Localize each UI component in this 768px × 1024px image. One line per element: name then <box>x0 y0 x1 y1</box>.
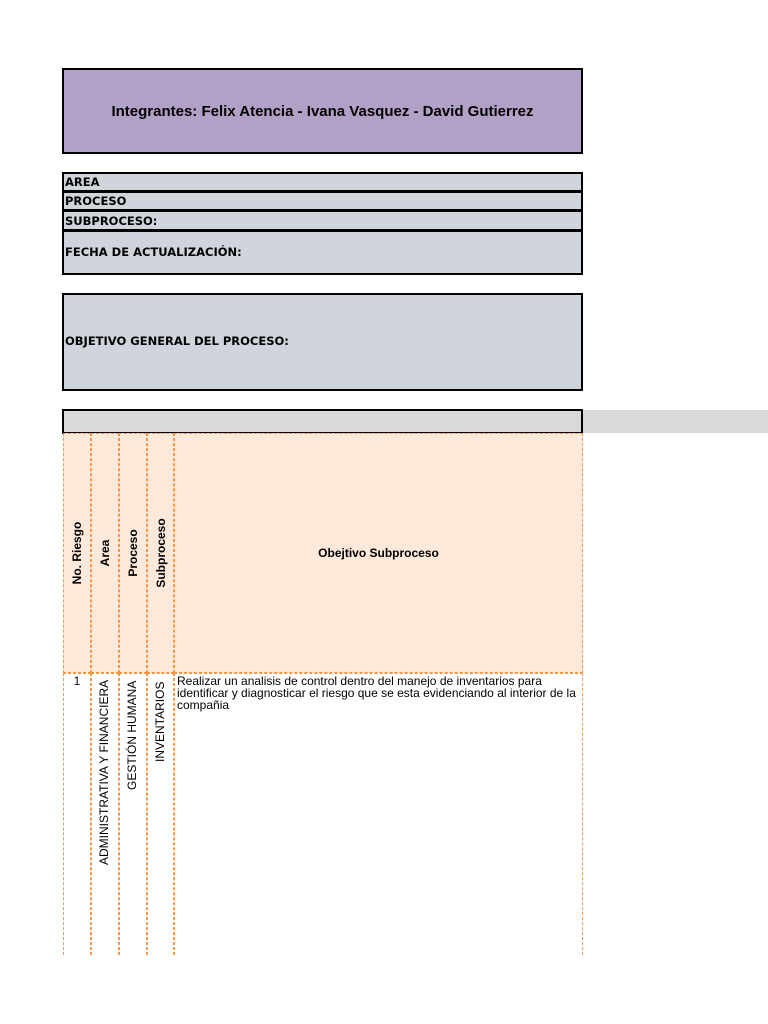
team-members-title: Integrantes: Felix Atencia - Ivana Vasquez - David Gutierrez <box>62 68 583 154</box>
col-header-subproceso <box>147 433 174 673</box>
col-header-no-riesgo <box>63 433 91 673</box>
row-1-proceso-value: GESTIÓN HUMANA <box>125 680 139 790</box>
objetivo-general-label: OBJETIVO GENERAL DEL PROCESO: <box>62 293 583 391</box>
table-row-1-no <box>63 673 91 955</box>
fecha-actualizacion-label: FECHA DE ACTUALIZACIÓN: <box>62 230 583 275</box>
col-header-proceso-label: Proceso <box>126 529 140 577</box>
table-row-1-objetivo <box>174 673 583 955</box>
proceso-label: PROCESO <box>62 191 583 211</box>
col-header-area-label: Area <box>98 539 112 567</box>
col-header-objetivo-label: Obejtivo Subproceso <box>318 546 439 560</box>
row-1-subproceso-value: INVENTARIOS <box>152 681 167 762</box>
table-header-bar <box>62 409 583 434</box>
row-1-no-value: 1 <box>73 674 81 688</box>
col-header-objetivo <box>174 433 583 673</box>
col-header-area <box>91 433 119 673</box>
header-bar-extension <box>583 410 768 433</box>
col-header-no-riesgo-label: No. Riesgo <box>70 521 84 585</box>
table-row-1-proceso <box>119 673 147 955</box>
table-row-1-area <box>91 673 119 955</box>
area-label: AREA <box>62 172 583 192</box>
row-1-area-value: ADMINISTRATIVA Y FINANCIERA <box>97 679 111 865</box>
col-header-subproceso-label: Subproceso <box>153 518 168 588</box>
row-1-objetivo-value: Realizar un analisis de control dentro del manejo de inventarios para identificar y diagnosticar el riesgo que se esta evidenciando al interior de la compañia <box>177 674 576 712</box>
subproceso-label: SUBPROCESO: <box>62 210 583 231</box>
table-row-1-subproceso <box>147 673 174 955</box>
col-header-proceso <box>119 433 147 673</box>
